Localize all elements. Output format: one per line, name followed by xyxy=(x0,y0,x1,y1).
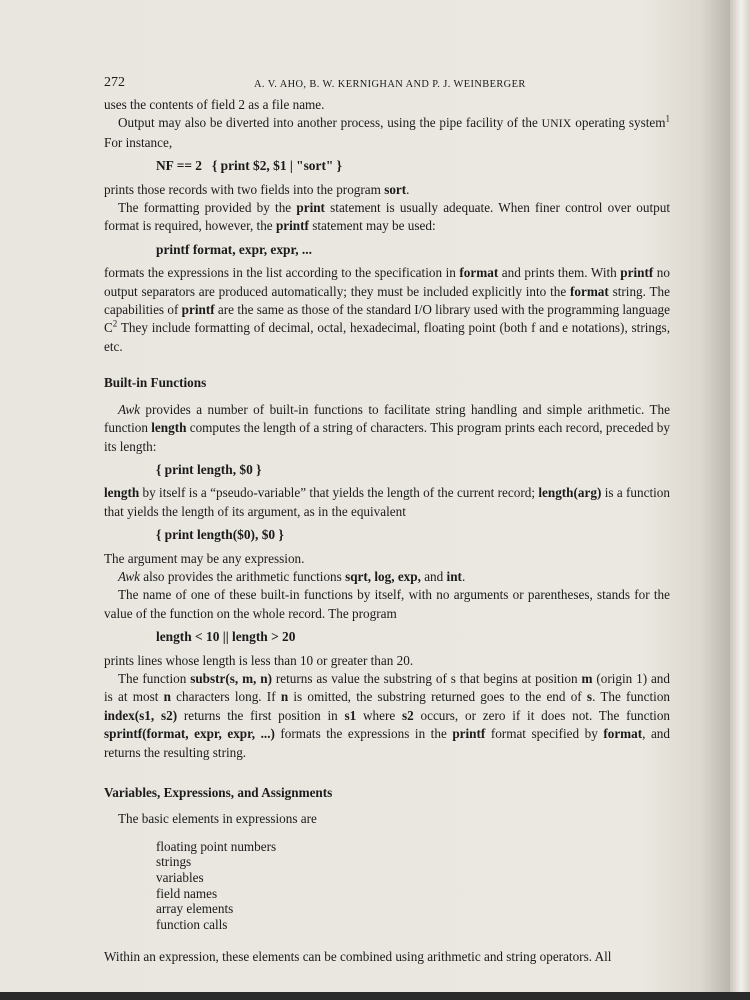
code-printf-example: printf format, expr, expr, ... xyxy=(156,241,312,257)
code-sort-example: NF == 2 { print $2, $1 | "sort" } xyxy=(156,158,342,174)
running-head xyxy=(104,74,670,96)
book-binding-edge xyxy=(730,0,750,992)
paragraph-builtins-intro: Awk provides a number of built-in functions to facilitate string handling and simple arithmetic. The function length computes the length of a string of characters. This program prints each record, preceded by its length: xyxy=(104,401,670,454)
code-length-range-example: length < 10 || length > 20 xyxy=(156,629,296,645)
running-title: A. V. AHO, B. W. KERNIGHAN AND P. J. WEINBERGER xyxy=(254,79,526,90)
paragraph-length-range: prints lines whose length is less than 10 or greater than 20. xyxy=(104,652,414,668)
paragraph-formatting: The formatting provided by the print statement is usually adequate. When finer control over output format is required, however, the printf statement may be used: xyxy=(104,200,670,234)
list-item: strings xyxy=(156,854,192,870)
code-length-example: { print length, $0 } xyxy=(156,461,262,477)
paragraph-arithmetic: Awk also provides the arithmetic functions sqrt, log, exp, and int. xyxy=(118,568,466,584)
paragraph-function-name: The name of one of these built-in functions by itself, with no arguments or parentheses, stands for the value of the function on the whole record. The program xyxy=(104,587,670,621)
paragraph-pipe: Output may also be diverted into another process, using the pipe facility of the UNIX operating system$^1$ For instance, xyxy=(104,114,670,150)
heading-builtin-functions: Built-in Functions xyxy=(104,375,207,391)
paragraph-basic-elements: The basic elements in expressions are xyxy=(118,811,317,827)
paragraph-substr: The function substr(s, m, n) returns as value the substring of s that begins at position m (origin 1) and is at most n characters long. If n is omitted, the substring returned goes to the end of s. The function index(s1, s2) returns the first position in s1 where s2 occurs, or zero if it does not. The function sprintf(format, expr, expr, ...) formats the expressions in the printf format specified by format, and returns the resulting string. xyxy=(104,670,671,760)
paragraph-printf: formats the expressions in the list according to the specification in format and prints them. With printf no output separators are produced automatically; they must be included explicitly into the format string. The capabilities of printf are the same as those of the standard I/O library used with the programming language $C^2$ They include formatting of decimal, octal, hexadecimal, floating point (both f and e notations), strings, etc. xyxy=(104,265,670,354)
code-length-arg-example: { print length($0), $0 } xyxy=(156,527,284,543)
list-item: array elements xyxy=(156,901,234,917)
paragraph-argument: The argument may be any expression. xyxy=(104,550,305,566)
paragraph-sort: prints those records with two fields into the program sort. xyxy=(104,181,410,197)
page-content xyxy=(104,74,670,967)
list-item: function calls xyxy=(156,916,228,932)
list-item: floating point numbers xyxy=(156,838,277,854)
scan-bottom-edge xyxy=(0,992,750,1000)
heading-variables: Variables, Expressions, and Assignments xyxy=(104,785,333,800)
paragraph-file-name: uses the contents of field 2 as a file name. xyxy=(104,97,325,112)
page-number: 272 xyxy=(104,75,125,90)
list-item: variables xyxy=(156,870,204,885)
paragraph-operators: Within an expression, these elements can be combined using arithmetic and string operators. All xyxy=(104,949,612,965)
expression-elements-list xyxy=(156,839,670,933)
list-item: field names xyxy=(156,885,218,901)
paragraph-pseudo-variable: length by itself is a “pseudo-variable” that yields the length of the current record; length(arg) is a function that yields the length of its argument, as in the equivalent xyxy=(104,485,670,519)
